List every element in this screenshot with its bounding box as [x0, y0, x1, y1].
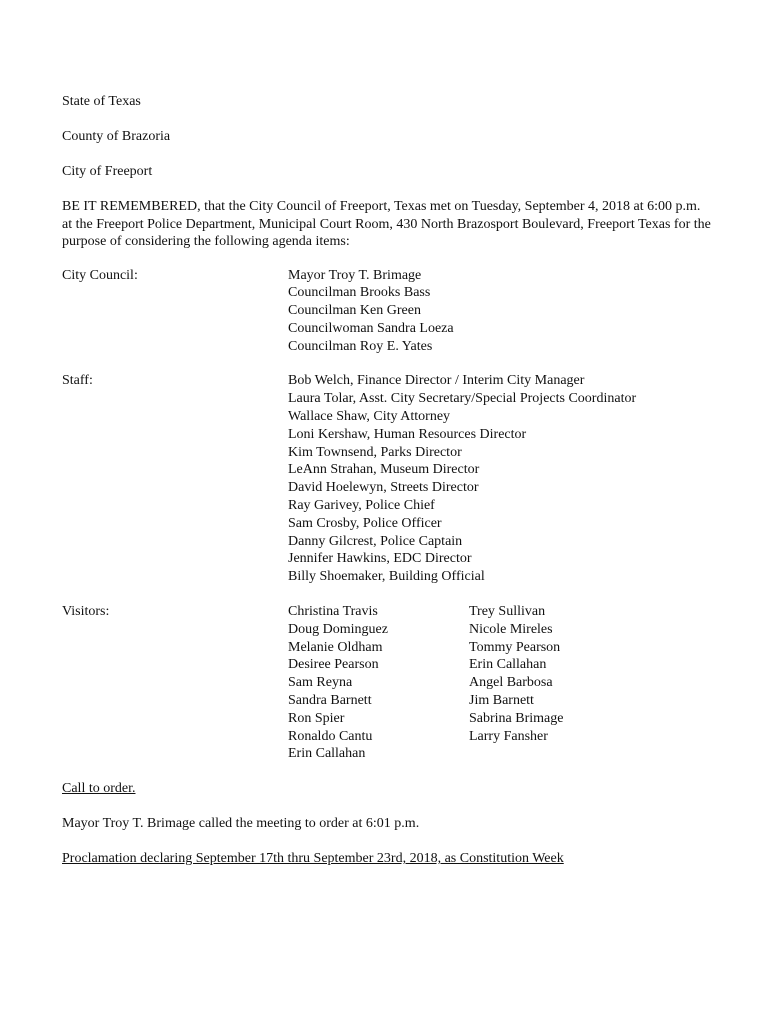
visitor-name: Sandra Barnett [288, 693, 372, 709]
staff-member: Bob Welch, Finance Director / Interim City Manager [288, 373, 585, 389]
council-member: Councilman Ken Green [288, 303, 421, 319]
staff-member: David Hoelewyn, Streets Director [288, 480, 479, 496]
staff-member: Loni Kershaw, Human Resources Director [288, 426, 527, 442]
staff-member: Ray Garivey, Police Chief [288, 498, 435, 514]
staff-member: Laura Tolar, Asst. City Secretary/Special Projects Coordinator [288, 391, 637, 407]
visitor-name: Tommy Pearson [469, 639, 561, 655]
visitor-name: Nicole Mireles [469, 621, 553, 637]
visitor-name: Trey Sullivan [469, 604, 546, 620]
staff-member: Billy Shoemaker, Building Official [288, 569, 485, 585]
visitor-name: Sabrina Brimage [469, 710, 564, 726]
council-member: Mayor Troy T. Brimage [288, 267, 422, 283]
visitor-name: Larry Fansher [469, 728, 548, 744]
visitor-name: Christina Travis [288, 604, 378, 620]
visitor-name: Erin Callahan [288, 746, 366, 762]
staff-label: Staff: [62, 373, 93, 389]
council-member: Councilwoman Sandra Loeza [288, 320, 454, 336]
staff-member: Jennifer Hawkins, EDC Director [288, 551, 472, 567]
staff-section [62, 372, 712, 586]
visitors-column-1 [288, 603, 469, 763]
county-line: County of Brazoria [62, 129, 171, 144]
council-member: Councilman Roy E. Yates [288, 338, 433, 354]
city-line: City of Freeport [62, 164, 153, 179]
visitor-name: Desiree Pearson [288, 657, 379, 673]
staff-list [288, 372, 636, 586]
council-label: City Council: [62, 267, 138, 283]
council-member: Councilman Brooks Bass [288, 285, 431, 301]
staff-member: LeAnn Strahan, Museum Director [288, 462, 480, 478]
staff-member: Kim Townsend, Parks Director [288, 444, 462, 460]
visitor-name: Sam Reyna [288, 675, 353, 691]
visitor-name: Ron Spier [288, 710, 345, 726]
visitor-name: Ronaldo Cantu [288, 728, 373, 744]
document-page [62, 93, 712, 885]
staff-member: Danny Gilcrest, Police Captain [288, 533, 463, 549]
visitor-name: Doug Dominguez [288, 621, 388, 637]
visitors-section [62, 603, 712, 763]
call-to-order-text: Mayor Troy T. Brimage called the meeting to order at 6:01 p.m. [62, 816, 420, 832]
visitors-column-2 [469, 603, 563, 763]
proclamation-heading: Proclamation declaring September 17th thru September 23rd, 2018, as Constitution Week [62, 851, 564, 867]
staff-member: Sam Crosby, Police Officer [288, 515, 442, 531]
visitor-name: Jim Barnett [469, 693, 534, 709]
visitor-name: Erin Callahan [469, 657, 547, 673]
visitor-name: Melanie Oldham [288, 639, 383, 655]
council-section [62, 267, 712, 356]
visitor-name: Angel Barbosa [469, 675, 553, 691]
call-to-order-heading: Call to order. [62, 781, 136, 797]
visitors-label: Visitors: [62, 604, 110, 620]
council-list [288, 267, 454, 356]
intro-paragraph: BE IT REMEMBERED, that the City Council of Freeport, Texas met on Tuesday, September 4, 2018 at 6:00 p.m. at the Freeport Police Department, Municipal Court Room, 430 North Brazosport Boulevard, Freeport Texas for the purpose of considering the following agenda items: [62, 199, 711, 249]
staff-member: Wallace Shaw, City Attorney [288, 409, 451, 425]
state-line: State of Texas [62, 94, 141, 109]
